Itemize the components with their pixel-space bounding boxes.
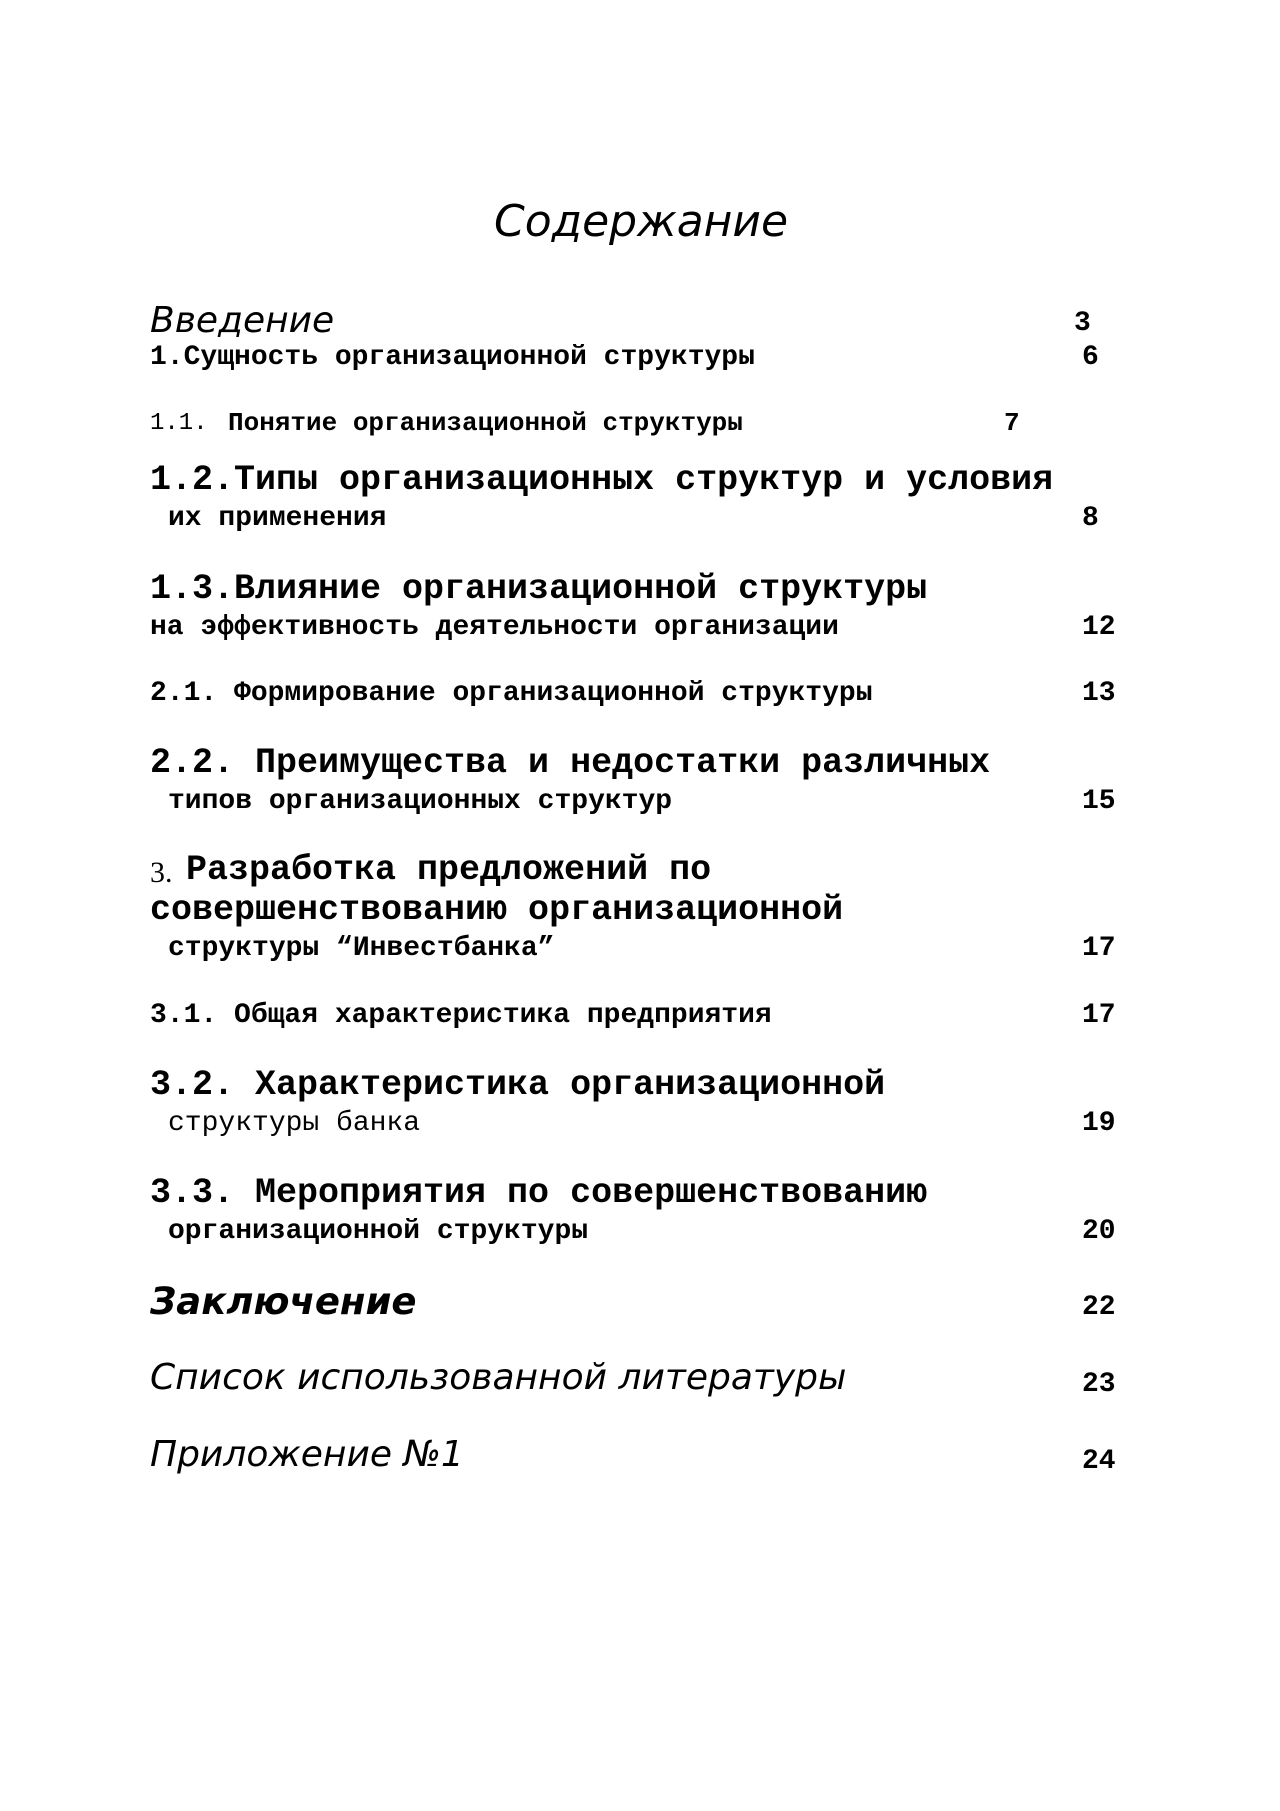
toc-s1-2-page: 8 bbox=[1082, 503, 1099, 534]
toc-s1-page: 6 bbox=[1082, 342, 1099, 373]
toc-s2-1-page: 13 bbox=[1082, 678, 1116, 709]
toc-s1-1-page: 7 bbox=[1004, 408, 1020, 438]
toc-appendix-page: 24 bbox=[1082, 1446, 1116, 1477]
toc-s3-3-title-line1: 3.3. Мероприятия по совершенствованию bbox=[150, 1173, 928, 1213]
toc-s3-title-line1: Разработка предложений по bbox=[186, 850, 712, 890]
toc-s2-2-page: 15 bbox=[1082, 786, 1116, 817]
toc-appendix-title: Приложение №1 bbox=[150, 1434, 464, 1475]
toc-s3-2-title-line1: 3.2. Характеристика организационной bbox=[150, 1065, 886, 1105]
toc-s1-3-title-line1: 1.3.Влияние организационной структуры bbox=[150, 569, 928, 609]
toc-s1-title: 1.Сущность организационной структуры bbox=[150, 342, 755, 373]
toc-references-title: Список использованной литературы bbox=[150, 1357, 847, 1398]
toc-conclusion-title: Заключение bbox=[150, 1280, 417, 1323]
toc-s1-3-title-line2: на эффективность деятельности организации bbox=[150, 612, 839, 643]
toc-s3-page: 17 bbox=[1082, 933, 1116, 964]
page-title: Содержание bbox=[494, 196, 789, 247]
toc-s3-3-page: 20 bbox=[1082, 1216, 1116, 1247]
toc-s3-title-line3: структуры “Инвестбанка” bbox=[168, 933, 555, 964]
toc-s1-2-title-line1: 1.2.Типы организационных структур и условия bbox=[150, 460, 1054, 500]
toc-intro-title: Введение bbox=[150, 300, 335, 341]
toc-s2-2-title-line2: типов организационных структур bbox=[168, 786, 673, 817]
toc-s2-2-title-line1: 2.2. Преимущества и недостатки различных bbox=[150, 743, 991, 783]
toc-s3-2-title-line2: структуры банка bbox=[168, 1108, 421, 1139]
toc-conclusion-page: 22 bbox=[1082, 1292, 1116, 1323]
toc-s3-number: 3. bbox=[150, 856, 173, 889]
toc-s3-1-page: 17 bbox=[1082, 1000, 1116, 1031]
toc-s3-2-page: 19 bbox=[1082, 1108, 1116, 1139]
toc-s3-3-title-line2: организационной структуры bbox=[168, 1216, 589, 1247]
toc-s1-3-page: 12 bbox=[1082, 612, 1116, 643]
toc-s3-title-line2: совершенствованию организационной bbox=[150, 890, 844, 930]
toc-s2-1-title: 2.1. Формирование организационной структуры bbox=[150, 678, 873, 709]
toc-s1-2-title-line2: их применения bbox=[168, 503, 387, 534]
toc-references-page: 23 bbox=[1082, 1369, 1116, 1400]
toc-intro-page: 3 bbox=[1074, 308, 1091, 339]
toc-s1-1-title: Понятие организационной структуры bbox=[228, 408, 743, 438]
toc-s1-1-number: 1.1. bbox=[150, 410, 208, 437]
toc-s3-1-title: 3.1. Общая характеристика предприятия bbox=[150, 1000, 772, 1031]
